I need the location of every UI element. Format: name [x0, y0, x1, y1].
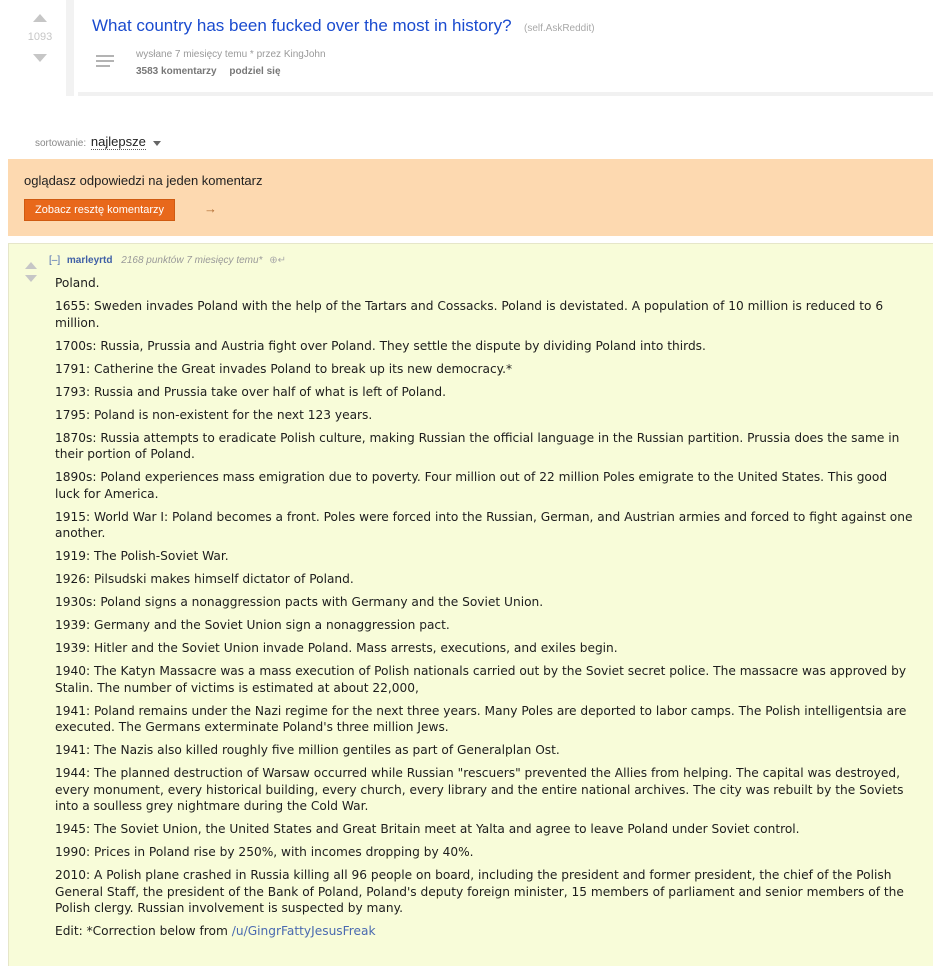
show-all-comments-button[interactable]: Zobacz resztę komentarzy	[24, 199, 175, 221]
comment-paragraph: 1941: The Nazis also killed roughly five million gentiles as part of Generalplan Ost.	[55, 743, 560, 757]
comment-paragraph: 1941: Poland remains under the Nazi regime for the next three years. Many Poles are deported to labor camps. The Polish intelligentsia are executed. The Germans exterminate Poland's three million Jews.	[55, 703, 907, 734]
arrow-right-icon[interactable]: →	[204, 201, 217, 216]
gilded-icon: ⊕↵	[269, 255, 286, 266]
comment-paragraph: 1939: Hitler and the Soviet Union invade Poland. Mass arrests, executions, and exiles begin.	[55, 641, 618, 655]
comment-paragraph: 1990: Prices in Poland rise by 250%, with incomes dropping by 40%.	[55, 845, 474, 859]
collapse-toggle[interactable]: [–]	[49, 255, 61, 266]
comment-paragraph: 1791: Catherine the Great invades Poland to break up its new democracy.*	[55, 361, 513, 376]
post-score: 1093	[27, 31, 53, 43]
selftext-icon[interactable]	[96, 55, 114, 67]
comment-paragraph: 1919: The Polish-Soviet War.	[55, 549, 229, 563]
comment-paragraph: 2010: A Polish plane crashed in Russia killing all 96 people on board, including the president and former president, the chief of the Polish General Staff, the president of the Bank of Poland, Poland's deputy foreign minister, 15 members of parliament and senior members of the Polish clergy. Russian involvement is suspected by many.	[55, 868, 904, 915]
comment-paragraph: 1926: Pilsudski makes himself dictator of Poland.	[55, 572, 354, 586]
post-domain[interactable]: (self.AskReddit)	[524, 23, 595, 34]
comment-vote-box	[24, 262, 38, 282]
comment-downvote-arrow-icon[interactable]	[25, 275, 37, 282]
sort-menu	[35, 134, 161, 149]
comment-edit-note	[55, 923, 913, 940]
comment-paragraph: 1870s: Russia attempts to eradicate Polish culture, making Russian the official language in the Russian partition. Prussia does the same in their portion of Poland.	[55, 430, 900, 461]
comment-paragraph: 1890s: Poland experiences mass emigration due to poverty. Four million out of 22 million Poles emigrate to the United States. This good luck for America.	[55, 470, 888, 501]
downvote-arrow-icon[interactable]	[33, 54, 47, 62]
comment-paragraph: 1939: Germany and the Soviet Union sign a nonaggression pact.	[55, 618, 450, 632]
comment-paragraph: 1700s: Russia, Prussia and Austria fight over Poland. They settle the dispute by dividing Poland into thirds.	[55, 338, 706, 353]
post-bottom-divider	[78, 92, 933, 96]
comment-meta: 2168 punktów 7 miesięcy temu*	[121, 255, 263, 266]
sort-dropdown[interactable]: najlepsze	[90, 134, 146, 149]
chevron-down-icon[interactable]	[153, 141, 161, 146]
comment	[8, 243, 933, 966]
comment-paragraph: 1915: World War I: Poland becomes a front. Poles were forced into the Russian, German, and Austrian armies and forced to fight against one another.	[55, 509, 913, 540]
comment-paragraph: 1795: Poland is non-existent for the next 123 years.	[55, 407, 373, 422]
post-buttons	[136, 66, 291, 77]
upvote-arrow-icon[interactable]	[33, 14, 47, 22]
comment-paragraph: 1655: Sweden invades Poland with the help of the Tartars and Cossacks. Poland is devistated. A population of 10 million is reduced to 6 million.	[55, 299, 884, 330]
post-tagline: wysłane 7 miesięcy temu * przez KingJohn	[136, 49, 326, 60]
comment-paragraph: 1945: The Soviet Union, the United States and Great Britain meet at Yalta and agree to leave Poland under Soviet control.	[55, 822, 800, 836]
comment-paragraph: Poland.	[55, 276, 100, 290]
infobar-text: oglądasz odpowiedzi na jeden komentarz	[24, 173, 263, 188]
post-vote-divider	[66, 0, 74, 96]
user-link[interactable]: /u/GingrFattyJesusFreak	[231, 924, 376, 938]
post-header	[0, 0, 933, 96]
comment-paragraph: 1930s: Poland signs a nonaggression pacts with Germany and the Soviet Union.	[55, 595, 544, 609]
single-thread-infobar	[8, 159, 933, 236]
comment-tagline	[49, 255, 286, 266]
edit-prefix: Edit: *Correction below from	[55, 924, 232, 938]
post-title-row	[92, 16, 595, 36]
share-link[interactable]: podziel się	[229, 66, 281, 77]
sort-label: sortowanie:	[35, 138, 87, 149]
comment-paragraph: 1944: The planned destruction of Warsaw occurred while Russian "rescuers" prevented the Allies from helping. The capital was destroyed, every monument, every historical building, every church, every library and the entire national archives. The city was rebuilt by the Soviets into a soulless grey nightmare during the Cold War.	[55, 766, 904, 813]
comment-paragraph: 1793: Russia and Prussia take over half of what is left of Poland.	[55, 384, 447, 399]
comments-link[interactable]: 3583 komentarzy	[136, 66, 217, 77]
comment-upvote-arrow-icon[interactable]	[25, 262, 37, 269]
comment-author[interactable]: marleyrtd	[66, 255, 113, 266]
post-vote-box	[18, 14, 62, 62]
comment-body	[55, 275, 913, 946]
post-title-link[interactable]: What country has been fucked over the most in history?	[92, 16, 512, 35]
comment-paragraph: 1940: The Katyn Massacre was a mass execution of Polish nationals carried out by the Soviet secret police. The massacre was approved by Stalin. The number of victims is estimated at about 22,000,	[55, 664, 907, 695]
